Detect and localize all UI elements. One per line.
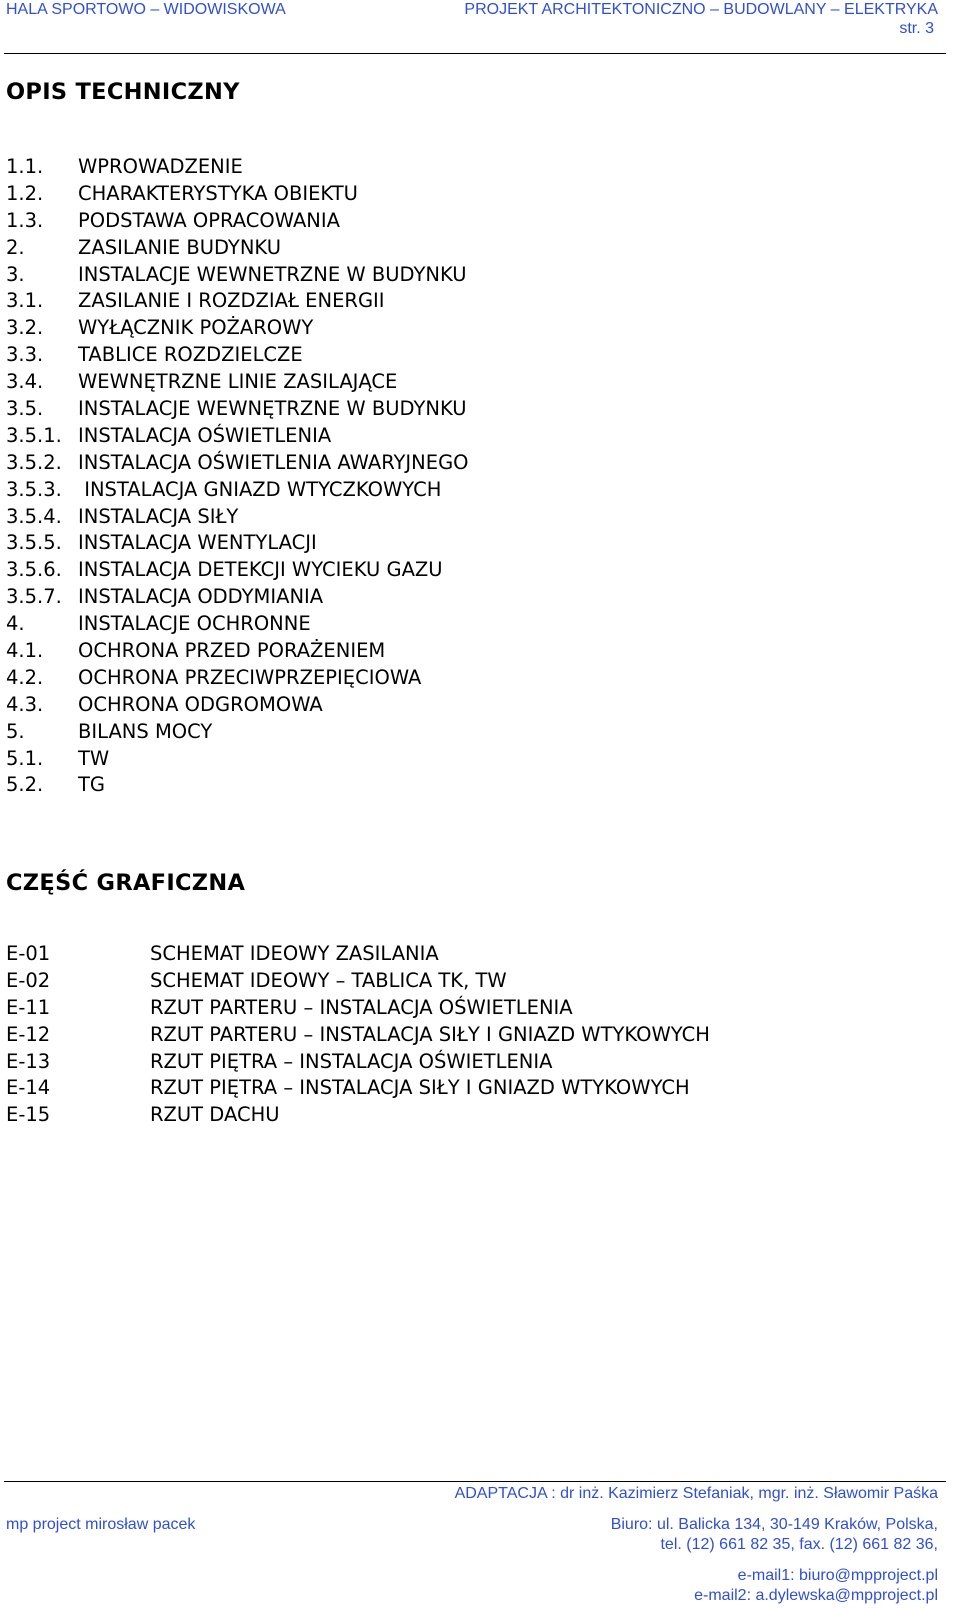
toc-item-text: TW [78, 746, 110, 770]
toc-item [6, 396, 469, 423]
toc-item-text: WYŁĄCZNIK POŻAROWY [78, 316, 314, 340]
toc-item-text: TG [78, 773, 106, 797]
toc-item-number: 4. [6, 612, 25, 636]
drawing-code: E-11 [6, 995, 51, 1019]
toc-item [6, 584, 469, 611]
drawing-item [6, 1102, 710, 1129]
toc-item-number: 3.3. [6, 343, 44, 367]
toc-item [6, 315, 469, 342]
toc-item-number: 3. [6, 262, 25, 286]
toc-item [6, 288, 469, 315]
toc-item-text: OCHRONA PRZED PORAŻENIEM [78, 639, 386, 663]
toc-item-number: 1.3. [6, 208, 44, 232]
toc-item [6, 530, 469, 557]
toc-item [6, 181, 469, 208]
toc-item [6, 772, 469, 799]
toc-item-number: 3.2. [6, 316, 44, 340]
toc-item-number: 5.1. [6, 746, 44, 770]
toc-item-text: INSTALACJA OŚWIETLENIA AWARYJNEGO [78, 450, 469, 474]
toc-item-text: ZASILANIE I ROZDZIAŁ ENERGII [78, 289, 385, 313]
footer-adaptation: ADAPTACJA : dr inż. Kazimierz Stefaniak, mgr. inż. Sławomir Paśka [454, 1485, 938, 1502]
toc-item [6, 611, 469, 638]
toc-item [6, 235, 469, 262]
toc-item-number: 3.5.1. [6, 423, 62, 447]
footer-email-1: e-mail1: biuro@mpproject.pl [737, 1567, 938, 1584]
toc-item-number: 3.5.4. [6, 504, 62, 528]
toc-item-number: 4.1. [6, 639, 44, 663]
toc-item-text: OCHRONA PRZECIWPRZEPIĘCIOWA [78, 665, 422, 689]
toc-item-text: INSTALACJA SIŁY [78, 504, 239, 528]
drawing-title: RZUT PARTERU – INSTALACJA OŚWIETLENIA [150, 995, 573, 1019]
toc-item [6, 719, 469, 746]
toc-item-number: 3.1. [6, 289, 44, 313]
drawing-title: RZUT PARTERU – INSTALACJA SIŁY I GNIAZD WTYKOWYCH [150, 1022, 710, 1046]
toc-item [6, 423, 469, 450]
toc-item [6, 665, 469, 692]
graphics-title: CZĘŚĆ GRAFICZNA [6, 870, 246, 896]
toc-item [6, 208, 469, 235]
toc-item-text: PODSTAWA OPRACOWANIA [78, 208, 340, 232]
header-document-type: PROJEKT ARCHITEKTONICZNO – BUDOWLANY – ELEKTRYKA [464, 1, 938, 18]
toc-item-number: 5.2. [6, 773, 44, 797]
toc-list [6, 154, 469, 799]
toc-item-text: INSTALACJE OCHRONNE [78, 612, 311, 636]
toc-item-text: INSTALACJA ODDYMIANIA [78, 585, 324, 609]
drawing-title: SCHEMAT IDEOWY ZASILANIA [150, 942, 439, 965]
toc-item [6, 369, 469, 396]
drawing-item [6, 941, 710, 968]
toc-item-text: INSTALACJA WENTYLACJI [78, 531, 317, 555]
drawing-item [6, 1049, 710, 1076]
footer-office-address: Biuro: ul. Balicka 134, 30-149 Kraków, Polska, [610, 1516, 938, 1533]
toc-item-text: BILANS MOCY [78, 719, 213, 743]
toc-item-number: 3.5.5. [6, 531, 62, 555]
toc-item [6, 477, 469, 504]
toc-item-text: INSTALACJE WEWNĘTRZNE W BUDYNKU [78, 397, 467, 421]
toc-item-text: OCHRONA ODGROMOWA [78, 692, 323, 716]
footer-email-2: e-mail2: a.dylewska@mpproject.pl [694, 1587, 938, 1604]
toc-item-text: INSTALACJA OŚWIETLENIA [78, 423, 332, 447]
drawing-code: E-12 [6, 1022, 51, 1046]
toc-item [6, 262, 469, 289]
footer-divider [4, 1481, 946, 1482]
footer-office-phone: tel. (12) 661 82 35, fax. (12) 661 82 36, [660, 1536, 938, 1553]
drawing-title: RZUT PIĘTRA – INSTALACJA OŚWIETLENIA [150, 1049, 553, 1073]
drawing-item [6, 995, 710, 1022]
toc-item-number: 4.2. [6, 665, 44, 689]
header-divider [4, 53, 946, 54]
drawing-code: E-14 [6, 1076, 51, 1100]
toc-item-number: 1.1. [6, 155, 44, 178]
toc-item-text: WPROWADZENIE [78, 155, 243, 178]
drawing-code: E-02 [6, 968, 51, 992]
drawing-item [6, 1075, 710, 1102]
toc-item [6, 504, 469, 531]
toc-item-text: INSTALACJA GNIAZD WTYCZKOWYCH [78, 477, 442, 501]
header-page-number: str. 3 [899, 20, 934, 37]
toc-item-text: INSTALACJE WEWNETRZNE W BUDYNKU [78, 262, 467, 286]
drawing-code: E-13 [6, 1049, 51, 1073]
toc-item-number: 5. [6, 719, 25, 743]
toc-item [6, 746, 469, 773]
drawing-title: SCHEMAT IDEOWY – TABLICA TK, TW [150, 968, 507, 992]
drawing-code: E-15 [6, 1103, 51, 1127]
drawing-item [6, 968, 710, 995]
toc-title: OPIS TECHNICZNY [6, 79, 240, 105]
drawing-item [6, 1022, 710, 1049]
toc-item-text: ZASILANIE BUDYNKU [78, 235, 281, 259]
toc-item-number: 3.5. [6, 397, 44, 421]
toc-item [6, 450, 469, 477]
toc-item-text: TABLICE ROZDZIELCZE [78, 343, 303, 367]
drawing-code: E-01 [6, 942, 51, 965]
toc-item-text: CHARAKTERYSTYKA OBIEKTU [78, 181, 358, 205]
toc-item-number: 3.5.2. [6, 450, 62, 474]
drawing-title: RZUT DACHU [150, 1103, 280, 1127]
drawing-list [6, 941, 710, 1129]
toc-item-text: INSTALACJA DETEKCJI WYCIEKU GAZU [78, 558, 443, 582]
toc-item [6, 154, 469, 181]
header-project-name: HALA SPORTOWO – WIDOWISKOWA [6, 1, 286, 18]
toc-item-number: 3.5.7. [6, 585, 62, 609]
toc-item-number: 1.2. [6, 181, 44, 205]
toc-item-text: WEWNĘTRZNE LINIE ZASILAJĄCE [78, 370, 398, 394]
toc-item [6, 557, 469, 584]
footer-company: mp project mirosław pacek [6, 1516, 196, 1533]
toc-item-number: 4.3. [6, 692, 44, 716]
toc-item-number: 2. [6, 235, 25, 259]
toc-item-number: 3.4. [6, 370, 44, 394]
toc-item [6, 638, 469, 665]
toc-item-number: 3.5.3. [6, 477, 62, 501]
drawing-title: RZUT PIĘTRA – INSTALACJA SIŁY I GNIAZD WTYKOWYCH [150, 1076, 690, 1100]
toc-item-number: 3.5.6. [6, 558, 62, 582]
toc-item [6, 342, 469, 369]
toc-item [6, 692, 469, 719]
